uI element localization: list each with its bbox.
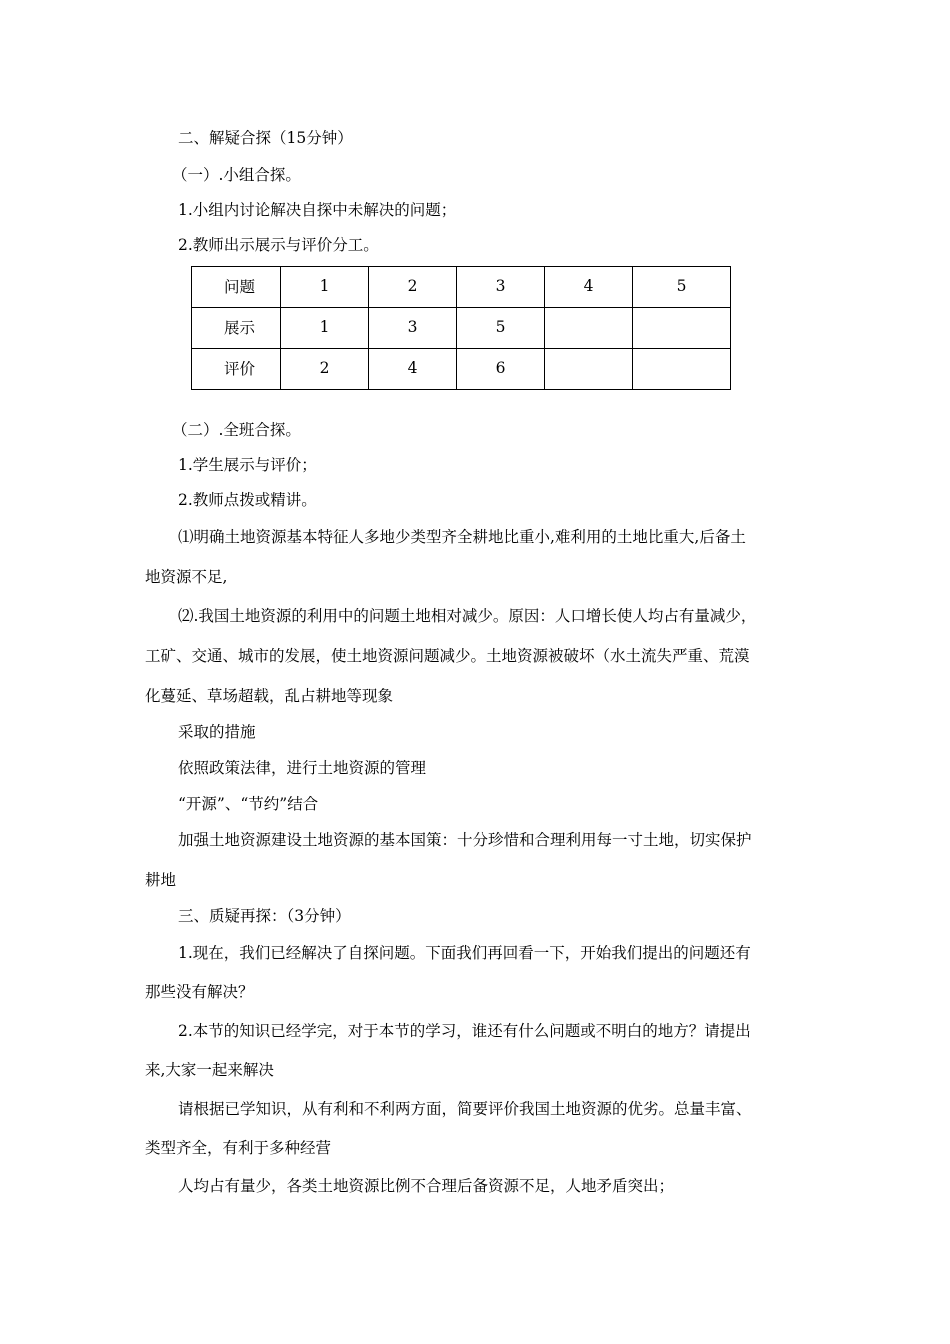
table-row [192,308,731,349]
table-cell: 4 [369,349,457,390]
table-cell: 2 [281,349,369,390]
section-3-heading: 三、质疑再探：（3分钟） [178,907,351,925]
paragraph-line: 加强土地资源建设土地资源的基本国策：十分珍惜和合理利用每一寸土地，切实保护 [178,831,752,849]
list-item: 2.本节的知识已经学完，对于本节的学习，谁还有什么问题或不明白的地方？请提出 [178,1022,751,1040]
paragraph-line: 那些没有解决？ [145,983,254,1001]
table-row [192,267,731,308]
paragraph-line: 类型齐全，有利于多种经营 [145,1139,332,1157]
paragraph-line: “开源”、“节约”结合 [178,795,319,813]
table-cell: 评价 [192,349,281,390]
table-cell: 3 [369,308,457,349]
table-cell: 展示 [192,308,281,349]
list-item: 1.现在，我们已经解决了自探问题。下面我们再回看一下，开始我们提出的问题还有 [178,944,751,962]
paragraph-line: 采取的措施 [178,723,256,741]
subsection-2-2-heading: （二）.全班合探。 [172,421,301,439]
table-cell: 6 [457,349,545,390]
table-cell: 1 [281,267,369,308]
table-cell [545,349,633,390]
table-cell: 问题 [192,267,281,308]
section-2-heading: 二、解疑合探（15分钟） [178,129,353,147]
table-cell [545,308,633,349]
paragraph-line: 耕地 [145,871,177,889]
assignment-table [191,266,731,390]
table-cell: 3 [457,267,545,308]
list-item: 1.学生展示与评价； [178,456,317,474]
table-cell [633,349,731,390]
subsection-2-1-heading: （一）.小组合探。 [172,166,301,184]
table-row [192,349,731,390]
table-cell: 5 [457,308,545,349]
paragraph-line: 依照政策法律，进行土地资源的管理 [178,759,427,777]
list-item: 2.教师点拨或精讲。 [178,491,317,509]
table-cell [633,308,731,349]
table-cell: 4 [545,267,633,308]
list-item: 1.小组内讨论解决自探中未解决的问题； [178,201,457,219]
paragraph-line: ⑴明确土地资源基本特征人多地少类型齐全耕地比重小,难利用的土地比重大,后备土 [178,528,746,546]
paragraph-line: 请根据已学知识，从有利和不利两方面，简要评价我国土地资源的优劣。总量丰富、 [178,1100,752,1118]
paragraph-line: 地资源不足, [145,568,228,586]
paragraph-line: 工矿、交通、城市的发展，使土地资源问题减少。土地资源被破坏（水土流失严重、荒漠 [145,647,750,665]
table-cell: 5 [633,267,731,308]
table-cell: 2 [369,267,457,308]
paragraph-line: 化蔓延、草场超载，乱占耕地等现象 [145,687,394,705]
paragraph-line: 来,大家一起来解决 [145,1061,274,1079]
paragraph-line: 人均占有量少，各类土地资源比例不合理后备资源不足，人地矛盾突出； [178,1177,675,1195]
paragraph-line: ⑵.我国土地资源的利用中的问题土地相对减少。原因：人口增长使人均占有量减少， [178,607,757,625]
table-cell: 1 [281,308,369,349]
list-item: 2.教师出示展示与评价分工。 [178,236,379,254]
